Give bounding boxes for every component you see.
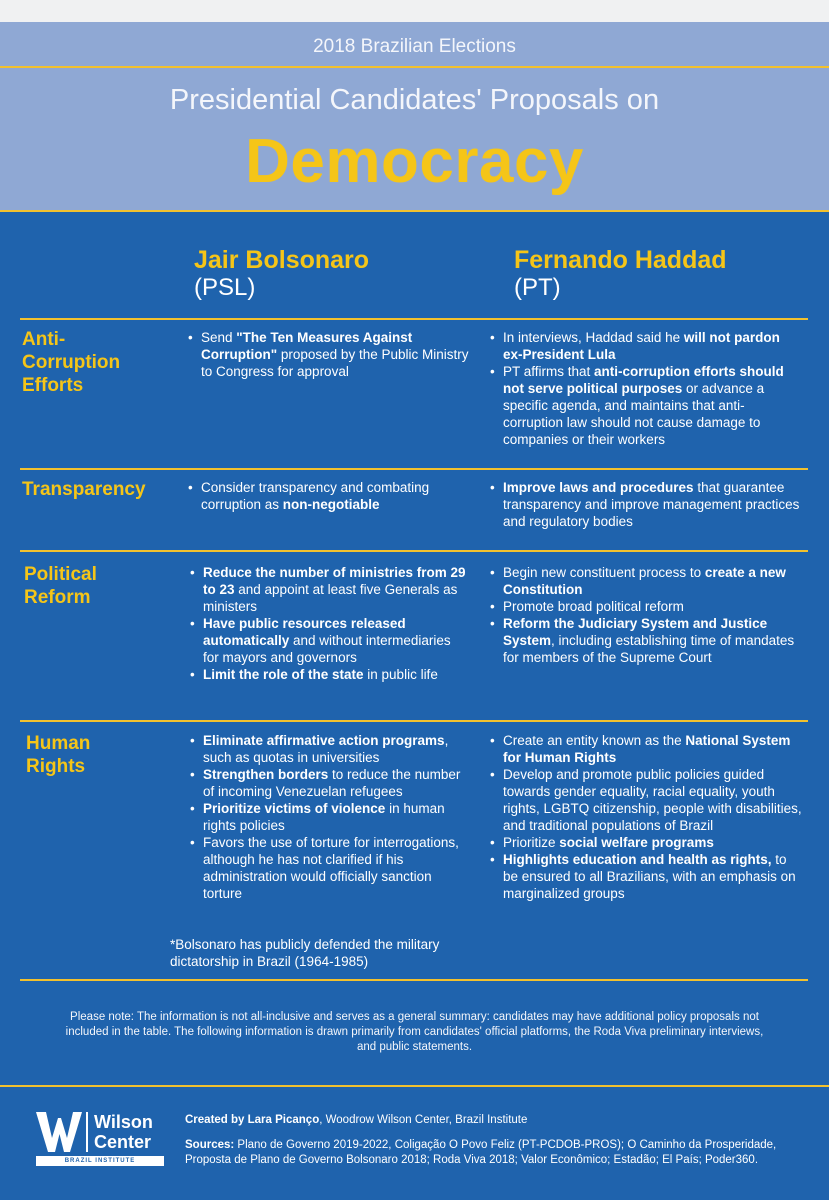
subtitle: 2018 Brazilian Elections	[313, 36, 516, 57]
infographic	[0, 22, 829, 1200]
list-item: • Reform the Judiciary System and Justice System, including establishing time of mandates for members of the Supreme Court	[487, 615, 802, 666]
logo-word-2: Center	[94, 1132, 152, 1152]
row-divider	[20, 468, 808, 470]
haddad-political-reform-list	[487, 564, 802, 666]
list-item: • Have public resources released automatically and without intermediaries for mayors and governors	[187, 615, 470, 666]
list-item: • Reduce the number of ministries from 29 to 23 and appoint at least five Generals as ministers	[187, 564, 470, 615]
row-label-anti-corruption: Anti- Corruption Efforts	[22, 329, 121, 396]
logo-word-1: Wilson	[94, 1112, 153, 1132]
candidate-name: Jair Bolsonaro	[194, 246, 370, 274]
sources-text: Plano de Governo 2019-2022, Coligação O Povo Feliz (PT-PCDOB-PROS); O Caminho da Prosperidade, Proposta de Plano de Governo Bolsonaro 2018; Roda Viva 2018; Valor Econômico; Estadão; El País; Poder360.	[185, 1139, 777, 1166]
wilson-center-logo	[36, 1112, 166, 1172]
disclaimer-note: Please note: The information is not all-inclusive and serves as a general summary: candidates may have additional policy proposals not included in the table. The following information is drawn primarily from candidates' official platforms, the Roda Viva preliminary interviews, and public statements.	[65, 1011, 764, 1053]
header-divider	[0, 66, 829, 68]
bolsonaro-transparency-list	[185, 479, 455, 513]
bolsonaro-human-rights-list	[187, 732, 472, 902]
credit-line	[185, 1114, 527, 1126]
row-divider	[20, 720, 808, 722]
list-item: • Limit the role of the state in public life	[187, 666, 470, 683]
candidate-bolsonaro-heading	[194, 246, 369, 302]
haddad-human-rights-list	[487, 732, 802, 902]
row-divider	[20, 979, 808, 981]
list-item: • Improve laws and procedures that guarantee transparency and improve management practices and regulatory bodies	[487, 479, 802, 530]
bolsonaro-political-reform-list	[187, 564, 470, 683]
list-item: • In interviews, Haddad said he will not pardon ex-President Lula	[487, 329, 802, 363]
sources-line	[185, 1138, 810, 1168]
footer-divider	[0, 1085, 829, 1087]
list-item: • Develop and promote public policies guided towards gender equality, racial equality, youth rights, LGBTQ citizenship, people with disabilities, and traditional populations of Brazil	[487, 766, 802, 834]
header-bottom-divider	[0, 210, 829, 212]
logo-divider	[86, 1112, 88, 1152]
row-label-political-reform: Political Reform	[24, 564, 97, 608]
list-item: • Consider transparency and combating corruption as non-negotiable	[185, 479, 455, 513]
candidate-name: Fernando Haddad	[514, 246, 727, 274]
wilson-w-icon	[36, 1112, 82, 1152]
row-label-transparency: Transparency	[22, 479, 146, 500]
list-item: • Strengthen borders to reduce the number of incoming Venezuelan refugees	[187, 766, 472, 800]
list-item: • Send "The Ten Measures Against Corruption" proposed by the Public Ministry to Congress for approval	[185, 329, 475, 380]
list-item: • Prioritize social welfare programs	[487, 834, 802, 851]
header-band	[0, 22, 829, 212]
list-item: • Begin new constituent process to create a new Constitution	[487, 564, 802, 598]
haddad-anti-corruption-list	[487, 329, 802, 448]
candidate-haddad-heading	[514, 246, 727, 302]
list-item: • Favors the use of torture for interrogations, although he has not clarified if his administration would officially sanction torture	[187, 834, 472, 902]
list-item: • Promote broad political reform	[487, 598, 802, 615]
logo-subtitle: BRAZIL INSTITUTE	[36, 1156, 164, 1166]
credit-affiliation: , Woodrow Wilson Center, Brazil Institute	[319, 1114, 528, 1126]
row-label-human-rights: Human Rights	[26, 733, 91, 777]
list-item: • PT affirms that anti-corruption efforts should not serve political purposes or advance a specific agenda, and maintains that anti-corruption law should not cause damage to companies or their workers	[487, 363, 802, 448]
sources-label: Sources:	[185, 1139, 235, 1151]
bolsonaro-footnote: *Bolsonaro has publicly defended the military dictatorship in Brazil (1964-1985)	[170, 937, 440, 969]
bolsonaro-anti-corruption-list	[185, 329, 475, 380]
haddad-transparency-list	[487, 479, 802, 530]
credit-author: Created by Lara Picanço	[185, 1114, 320, 1126]
list-item: • Prioritize victims of violence in human rights policies	[187, 800, 472, 834]
candidate-party: (PSL)	[194, 274, 256, 301]
row-divider	[20, 318, 808, 320]
page-title: Presidential Candidates' Proposals on	[169, 84, 660, 116]
candidate-party: (PT)	[514, 274, 561, 301]
row-divider	[20, 550, 808, 552]
list-item: • Highlights education and health as rights, to be ensured to all Brazilians, with an emphasis on marginalized groups	[487, 851, 802, 902]
list-item: • Eliminate affirmative action programs, such as quotas in universities	[187, 732, 472, 766]
list-item: • Create an entity known as the National System for Human Rights	[487, 732, 802, 766]
topic-heading: Democracy	[245, 127, 584, 196]
